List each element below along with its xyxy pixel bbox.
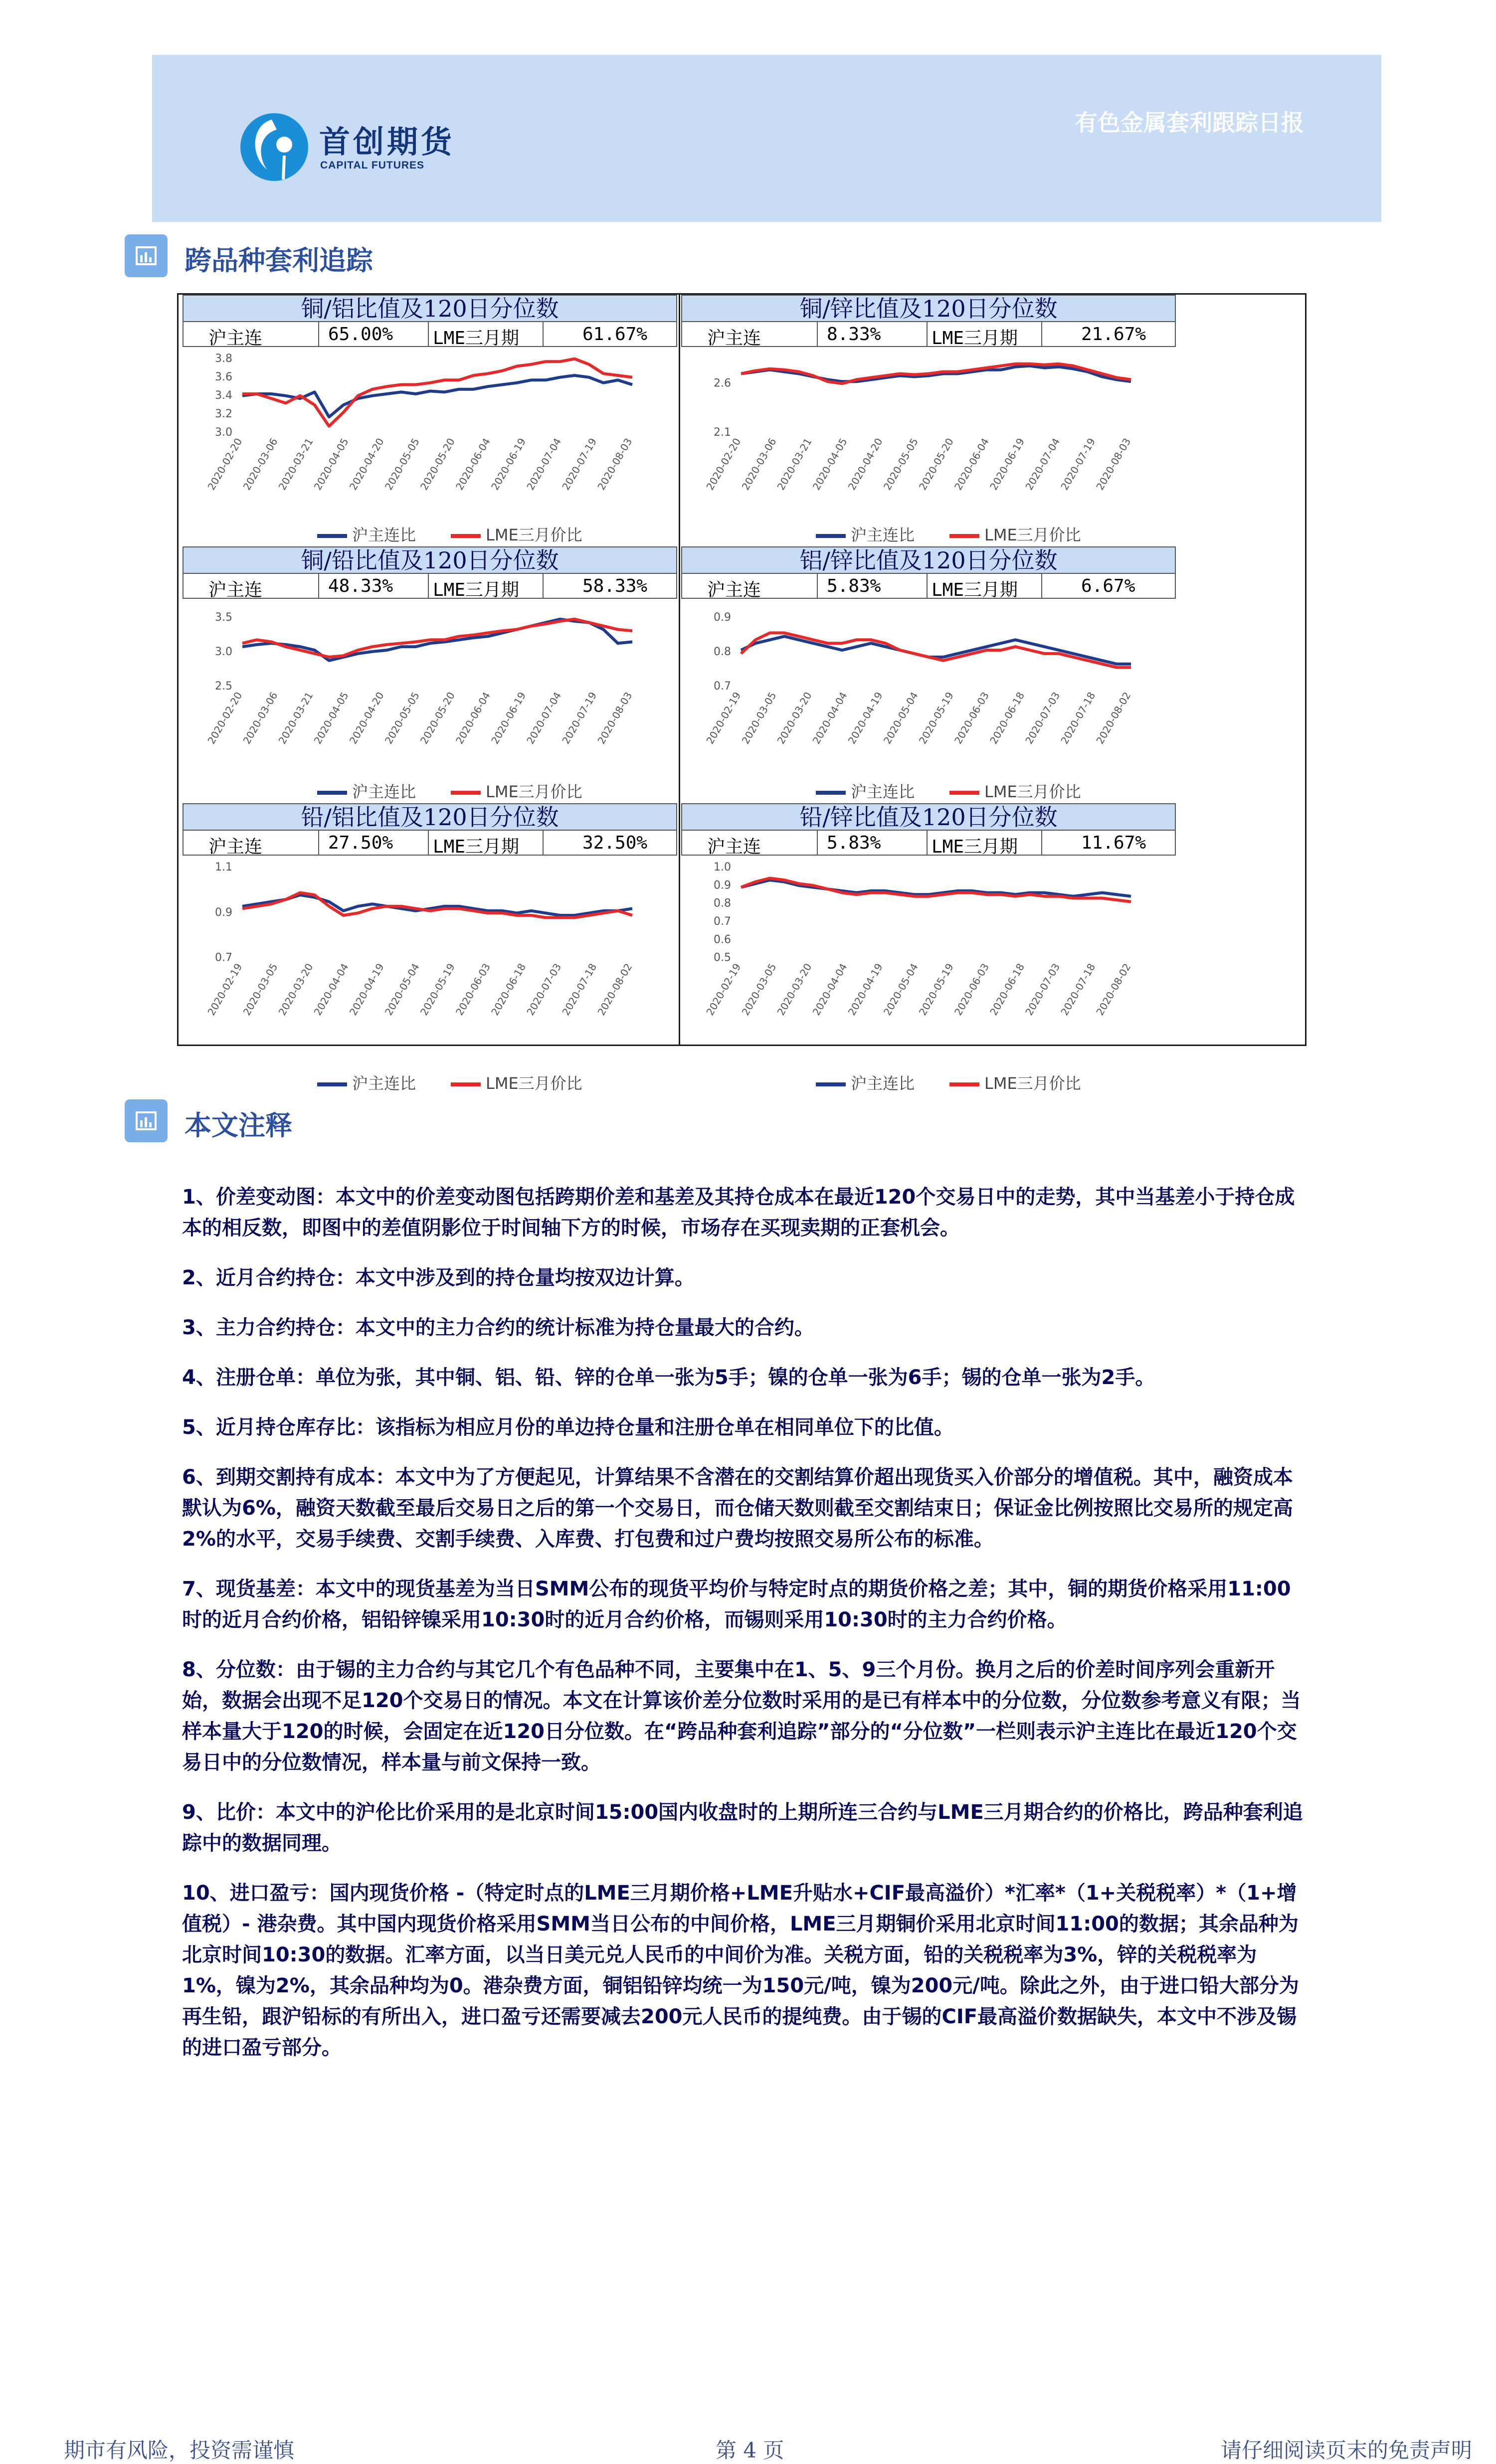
y-tick-label: 1.0 — [714, 861, 731, 874]
x-tick-label: 2020-08-02 — [1094, 961, 1133, 1018]
legend-swatch — [949, 1082, 979, 1086]
x-tick-label: 2020-05-04 — [881, 961, 921, 1018]
chart-title: 铅/锌比值及120日分位数 — [681, 803, 1176, 831]
ratio-line-chart — [681, 347, 1176, 546]
divider — [817, 831, 818, 855]
percentile-row — [681, 831, 1176, 856]
x-tick-label: 2020-03-21 — [276, 690, 316, 746]
x-tick-label: 2020-06-04 — [952, 436, 991, 493]
x-tick-label: 2020-03-05 — [739, 690, 779, 746]
note-item: 5、近月持仓库存比：该指标为相应月份的单边持仓量和注册仓单在相同单位下的比值。 — [182, 1416, 954, 1439]
x-tick-label: 2020-04-20 — [845, 436, 885, 493]
x-tick-label: 2020-03-20 — [276, 961, 316, 1018]
chart-title: 铜/锌比值及120日分位数 — [681, 295, 1176, 322]
divider — [817, 322, 818, 346]
x-tick-label: 2020-05-19 — [916, 690, 956, 746]
chart-title: 铜/铅比值及120日分位数 — [183, 546, 677, 574]
legend-sh: 沪主连比 — [352, 782, 416, 801]
note-item: 10、进口盈亏：国内现货价格 -（特定时点的LME三月期价格+LME升贴水+CIF最高溢价）*汇率*（1+关税税率）*（1+增值税）- 港杂费。其中国内现货价格采用SMM当日公布的中间价格，LME三月期铜价采用北京时间11:00的数据；其余品种为北京时间10:30的数据。汇率方面，以当日美元兑人民币的中间价为准。关税方面，铅的关税税率为3%，锌的关税税率为1%，镍为2%，其余品种均为0。港杂费方面，铜铝铅锌均统一为150元/吨，镍为200元/吨。除此之外，由于进口铅大部分为再生铅，跟沪铅标的有所出入，进口盈亏还需要减去200元人民币的提纯费。由于锡的CIF最高溢价数据缺失，本文中不涉及锡的进口盈亏部分。 — [182, 1882, 1299, 2059]
x-tick-label: 2020-05-20 — [417, 690, 457, 746]
y-tick-label: 3.4 — [215, 389, 232, 402]
note-item: 4、注册仓单：单位为张，其中铜、铝、铅、锌的仓单一张为5手；镍的仓单一张为6手；锡的仓单一张为2手。 — [182, 1366, 1155, 1389]
divider — [1041, 322, 1042, 346]
x-tick-label: 2020-05-05 — [382, 436, 422, 493]
x-tick-label: 2020-05-04 — [382, 961, 422, 1018]
y-tick-label: 0.9 — [714, 611, 731, 624]
disclaimer-note: 请仔细阅读页末的免责声明 — [1220, 2438, 1472, 2463]
x-tick-label: 2020-02-19 — [704, 961, 744, 1018]
ratio-line-chart — [183, 856, 677, 1095]
y-tick-label: 0.5 — [714, 951, 731, 964]
x-tick-label: 2020-07-19 — [560, 436, 599, 493]
legend-swatch — [451, 1082, 481, 1086]
legend-swatch — [317, 791, 347, 795]
bar-chart-icon — [125, 234, 168, 277]
page-header — [152, 55, 1381, 222]
lme-label: LME三月期 — [433, 837, 520, 857]
legend-lme: LME三月价比 — [984, 782, 1081, 801]
legend-lme: LME三月价比 — [486, 1074, 582, 1093]
note-item: 8、分位数：由于锡的主力合约与其它几个有色品种不同，主要集中在1、5、9三个月份。换月之后的价差时间序列会重新开始，数据会出现不足120个交易日的情况。本文在计算该价差分位数时采用的是已有样本中的分位数，分位数参考意义有限；当样本量大于120的时候，会固定在近120日分位数。在“跨品种套利追踪”部分的“分位数”一栏则表示沪主连比在最近120个交易日中的分位数情况，样本量与前文保持一致。 — [182, 1658, 1301, 1774]
sh-percentile: 8.33% — [827, 324, 881, 345]
x-tick-label: 2020-05-05 — [382, 690, 422, 746]
x-tick-label: 2020-04-20 — [347, 436, 386, 493]
x-tick-label: 2020-02-20 — [205, 436, 245, 493]
sh-label: 沪主连 — [707, 328, 761, 349]
legend-sh: 沪主连比 — [352, 1074, 416, 1093]
divider — [817, 574, 818, 598]
x-tick-label: 2020-07-19 — [560, 690, 599, 746]
x-tick-label: 2020-05-04 — [881, 690, 921, 746]
x-tick-label: 2020-03-06 — [240, 690, 280, 746]
divider — [318, 322, 319, 346]
divider — [318, 831, 319, 855]
report-title: 有色金属套利跟踪日报 — [1075, 109, 1304, 136]
divider — [927, 574, 928, 598]
x-tick-label: 2020-04-20 — [347, 690, 386, 746]
lme-label: LME三月期 — [932, 837, 1018, 857]
chart-legend — [317, 779, 582, 802]
percentile-row — [681, 322, 1176, 347]
sh-label: 沪主连 — [707, 580, 761, 600]
legend-lme: LME三月价比 — [984, 526, 1081, 544]
chart-legend — [816, 779, 1081, 802]
grid-divider — [679, 295, 680, 1045]
legend-swatch — [451, 534, 481, 538]
sh-percentile: 65.00% — [328, 324, 393, 345]
x-tick-label: 2020-07-04 — [1023, 436, 1063, 493]
chart-legend — [816, 1071, 1081, 1094]
x-tick-label: 2020-03-06 — [240, 436, 280, 493]
section-title: 跨品种套利追踪 — [185, 245, 373, 276]
note-item: 3、主力合约持仓：本文中的主力合约的统计标准为持仓量最大的合约。 — [182, 1316, 814, 1339]
lme-percentile: 21.67% — [1081, 324, 1146, 345]
lme-label: LME三月期 — [433, 580, 520, 600]
x-tick-label: 2020-07-03 — [1023, 690, 1063, 746]
x-tick-label: 2020-07-18 — [560, 961, 599, 1018]
divider — [927, 322, 928, 346]
x-tick-label: 2020-08-02 — [1094, 690, 1133, 746]
lme-label: LME三月期 — [433, 328, 520, 349]
x-tick-label: 2020-04-04 — [810, 690, 850, 746]
legend-swatch — [949, 791, 979, 795]
x-tick-label: 2020-07-19 — [1058, 436, 1098, 493]
note-item: 2、近月合约持仓：本文中涉及到的持仓量均按双边计算。 — [182, 1266, 695, 1289]
divider — [428, 574, 429, 598]
x-tick-label: 2020-06-18 — [987, 961, 1027, 1018]
x-tick-label: 2020-02-19 — [205, 961, 245, 1018]
note-item: 1、价差变动图：本文中的价差变动图包括跨期价差和基差及其持仓成本在最近120个交易日中的走势，其中当基差小于持仓成本的相反数，即图中的差值阴影位于时间轴下方的时候，市场存在买现卖期的正套机会。 — [182, 1186, 1295, 1239]
x-tick-label: 2020-04-04 — [311, 961, 351, 1018]
legend-sh: 沪主连比 — [352, 526, 416, 544]
x-tick-label: 2020-05-19 — [417, 961, 457, 1018]
y-tick-label: 0.9 — [714, 879, 731, 892]
divider — [1041, 574, 1042, 598]
sh-percentile: 48.33% — [328, 576, 393, 596]
y-tick-label: 2.5 — [215, 680, 232, 693]
section-title: 本文注释 — [185, 1110, 292, 1141]
bar-chart-icon — [125, 1099, 168, 1142]
x-tick-label: 2020-06-19 — [489, 436, 529, 493]
sh-label: 沪主连 — [208, 837, 263, 857]
divider — [543, 322, 544, 346]
notes-list — [182, 1182, 1304, 2082]
y-tick-label: 0.7 — [714, 915, 731, 928]
divider — [543, 574, 544, 598]
lme-percentile: 11.67% — [1081, 833, 1146, 853]
y-tick-label: 0.8 — [714, 897, 731, 910]
legend-sh: 沪主连比 — [851, 782, 915, 801]
chart-title: 铝/锌比值及120日分位数 — [681, 546, 1176, 574]
percentile-row — [183, 574, 677, 599]
legend-sh: 沪主连比 — [851, 1074, 915, 1093]
lme-percentile: 6.67% — [1081, 576, 1135, 596]
y-tick-label: 0.8 — [714, 646, 731, 659]
sh-label: 沪主连 — [208, 328, 263, 349]
x-tick-label: 2020-06-19 — [987, 436, 1027, 493]
x-tick-label: 2020-03-05 — [240, 961, 280, 1018]
y-tick-label: 3.6 — [215, 371, 232, 383]
percentile-row — [183, 322, 677, 347]
x-tick-label: 2020-06-03 — [952, 961, 991, 1018]
x-tick-label: 2020-04-19 — [347, 961, 386, 1018]
x-tick-label: 2020-05-05 — [881, 436, 921, 493]
x-tick-label: 2020-07-03 — [524, 961, 564, 1018]
x-tick-label: 2020-04-05 — [810, 436, 850, 493]
lme-percentile: 58.33% — [582, 576, 648, 596]
sh-percentile: 5.83% — [827, 576, 881, 596]
x-tick-label: 2020-08-03 — [595, 436, 635, 493]
x-tick-label: 2020-06-18 — [489, 961, 529, 1018]
y-tick-label: 3.8 — [215, 352, 232, 365]
capital-futures-logo-icon — [237, 110, 312, 186]
percentile-row — [183, 831, 677, 856]
x-tick-label: 2020-06-04 — [453, 690, 493, 746]
sh-label: 沪主连 — [208, 580, 263, 600]
x-tick-label: 2020-03-21 — [276, 436, 316, 493]
y-tick-label: 3.2 — [215, 408, 232, 420]
y-tick-label: 2.1 — [714, 426, 731, 439]
legend-swatch — [816, 534, 846, 538]
divider — [1041, 831, 1042, 855]
note-item: 9、比价：本文中的沪伦比价采用的是北京时间15:00国内收盘时的上期所连三合约与LME三月期合约的价格比，跨品种套利追踪中的数据同理。 — [182, 1801, 1303, 1855]
legend-swatch — [816, 791, 846, 795]
y-tick-label: 0.7 — [215, 951, 232, 964]
chart-grid — [177, 293, 1307, 1093]
divider — [927, 831, 928, 855]
divider — [318, 574, 319, 598]
x-tick-label: 2020-08-03 — [1094, 436, 1133, 493]
lme-percentile: 61.67% — [582, 324, 648, 345]
y-tick-label: 0.7 — [714, 680, 731, 693]
x-tick-label: 2020-06-03 — [453, 961, 493, 1018]
lme-percentile: 32.50% — [582, 833, 648, 853]
ratio-line-chart — [681, 856, 1176, 1095]
legend-swatch — [317, 1082, 347, 1086]
x-tick-label: 2020-08-02 — [595, 961, 635, 1018]
sh-label: 沪主连 — [707, 837, 761, 857]
x-tick-label: 2020-02-19 — [704, 690, 744, 746]
ratio-line-chart — [183, 599, 677, 803]
x-tick-label: 2020-04-19 — [845, 961, 885, 1018]
x-tick-label: 2020-03-21 — [774, 436, 814, 493]
logo-text-en: CAPITAL FUTURES — [320, 160, 425, 171]
x-tick-label: 2020-07-04 — [524, 436, 564, 493]
sh-percentile: 5.83% — [827, 833, 881, 853]
x-tick-label: 2020-04-19 — [845, 690, 885, 746]
logo-text-cn: 首创期货 — [319, 124, 455, 160]
divider — [428, 322, 429, 346]
legend-swatch — [317, 534, 347, 538]
x-tick-label: 2020-08-03 — [595, 690, 635, 746]
y-tick-label: 3.0 — [215, 646, 232, 659]
x-tick-label: 2020-02-20 — [704, 436, 744, 493]
risk-warning: 期市有风险，投资需谨慎 — [64, 2438, 295, 2463]
divider — [543, 831, 544, 855]
page-number: 第 4 页 — [716, 2438, 784, 2463]
x-tick-label: 2020-03-06 — [739, 436, 779, 493]
y-tick-label: 0.9 — [215, 906, 232, 919]
x-tick-label: 2020-07-04 — [524, 690, 564, 746]
divider — [428, 831, 429, 855]
legend-swatch — [949, 534, 979, 538]
x-tick-label: 2020-07-03 — [1023, 961, 1063, 1018]
y-tick-label: 0.6 — [714, 933, 731, 946]
chart-legend — [317, 1071, 582, 1094]
x-tick-label: 2020-06-18 — [987, 690, 1027, 746]
x-tick-label: 2020-06-04 — [453, 436, 493, 493]
lme-ratio-line — [741, 633, 1131, 667]
sh-ratio-line — [242, 895, 632, 915]
chart-legend — [317, 523, 582, 545]
sh-percentile: 27.50% — [328, 833, 393, 853]
x-tick-label: 2020-02-20 — [205, 690, 245, 746]
chart-title: 铜/铝比值及120日分位数 — [183, 295, 677, 322]
page-footer — [0, 2434, 1496, 2463]
note-item: 6、到期交割持有成本：本文中为了方便起见，计算结果不含潜在的交割结算价超出现货买入价部分的增值税。其中，融资成本默认为6%，融资天数截至最后交易日之后的第一个交易日，而仓储天数则截至交割结束日；保证金比例按照比交易所的规定高2%的水平，交易手续费、交割手续费、入库费、打包费和过户费均按照交易所公布的标准。 — [182, 1466, 1293, 1551]
chart-title: 铅/铝比值及120日分位数 — [183, 803, 677, 831]
x-tick-label: 2020-07-18 — [1058, 961, 1098, 1018]
ratio-line-chart — [183, 347, 677, 546]
x-tick-label: 2020-07-18 — [1058, 690, 1098, 746]
lme-ratio-line — [242, 619, 632, 657]
y-tick-label: 2.6 — [714, 377, 731, 390]
x-tick-label: 2020-05-19 — [916, 961, 956, 1018]
x-tick-label: 2020-05-20 — [916, 436, 956, 493]
x-tick-label: 2020-03-20 — [774, 690, 814, 746]
lme-ratio-line — [741, 878, 1131, 901]
y-tick-label: 3.5 — [215, 611, 232, 624]
legend-sh: 沪主连比 — [851, 526, 915, 544]
legend-swatch — [816, 1082, 846, 1086]
legend-lme: LME三月价比 — [486, 782, 582, 801]
x-tick-label: 2020-04-05 — [311, 436, 351, 493]
x-tick-label: 2020-04-04 — [810, 961, 850, 1018]
chart-legend — [816, 523, 1081, 545]
x-tick-label: 2020-06-19 — [489, 690, 529, 746]
legend-lme: LME三月价比 — [984, 1074, 1081, 1093]
ratio-line-chart — [681, 599, 1176, 803]
y-tick-label: 1.1 — [215, 861, 232, 874]
x-tick-label: 2020-05-20 — [417, 436, 457, 493]
x-tick-label: 2020-06-03 — [952, 690, 991, 746]
percentile-row — [681, 574, 1176, 599]
lme-label: LME三月期 — [932, 328, 1018, 349]
legend-lme: LME三月价比 — [486, 526, 582, 544]
legend-swatch — [451, 791, 481, 795]
x-tick-label: 2020-04-05 — [311, 690, 351, 746]
note-item: 7、现货基差：本文中的现货基差为当日SMM公布的现货平均价与特定时点的期货价格之差；其中，铜的期货价格采用11:00时的近月合约价格，铝铅锌镍采用10:30时的近月合约价格，而锡则采用10:30时的主力合约价格。 — [182, 1578, 1291, 1631]
y-tick-label: 3.0 — [215, 426, 232, 439]
x-tick-label: 2020-03-05 — [739, 961, 779, 1018]
x-tick-label: 2020-03-20 — [774, 961, 814, 1018]
lme-label: LME三月期 — [932, 580, 1018, 600]
